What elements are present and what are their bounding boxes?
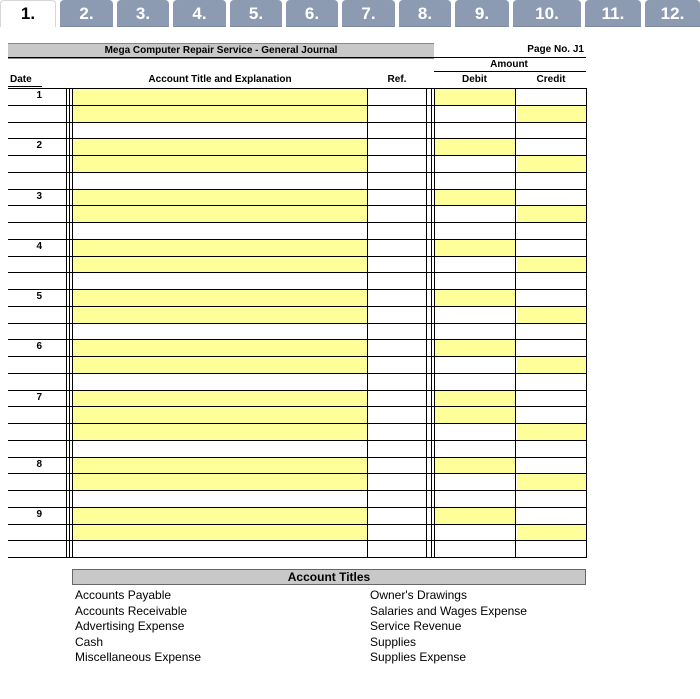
tab-11[interactable]: 11. [585, 0, 641, 27]
account-titles-right [370, 588, 527, 666]
step-tabs [0, 0, 700, 30]
ref-cell[interactable] [369, 89, 426, 105]
debit-cell[interactable] [435, 190, 515, 206]
tab-2[interactable]: 2. [60, 0, 113, 27]
account-title-cell[interactable] [73, 357, 367, 373]
account-title-cell[interactable] [73, 290, 367, 306]
account-title-option: Accounts Payable [75, 588, 172, 602]
account-title-option: Advertising Expense [75, 619, 185, 633]
account-title-cell[interactable] [73, 156, 367, 172]
credit-cell[interactable] [517, 374, 586, 390]
account-title-cell[interactable] [73, 391, 367, 407]
debit-cell[interactable] [435, 541, 515, 557]
ref-cell[interactable] [369, 206, 426, 222]
debit-cell[interactable] [435, 307, 515, 323]
ref-cell[interactable] [369, 106, 426, 122]
explanation-cell[interactable] [73, 541, 367, 557]
debit-cell[interactable] [435, 173, 515, 189]
page-number: Page No. J1 [527, 44, 584, 55]
explanation-cell[interactable] [73, 491, 367, 507]
account-title-cell[interactable] [73, 106, 367, 122]
credit-cell[interactable] [517, 173, 586, 189]
entry-date: 1 [36, 90, 42, 101]
debit-cell[interactable] [435, 491, 515, 507]
ref-cell[interactable] [369, 156, 426, 172]
account-title-cell[interactable] [73, 240, 367, 256]
entry-date: 9 [36, 508, 42, 520]
debit-cell[interactable] [435, 391, 515, 407]
credit-cell[interactable] [517, 458, 586, 474]
debit-cell[interactable] [435, 508, 515, 524]
account-title-option: Supplies Expense [370, 650, 467, 664]
account-title-cell[interactable] [73, 307, 367, 323]
entry-date: 8 [36, 458, 42, 470]
entry-date: 2 [36, 140, 42, 152]
debit-cell[interactable] [435, 240, 515, 256]
debit-cell[interactable] [435, 340, 515, 356]
entry-date: 6 [36, 341, 42, 353]
ref-cell[interactable] [369, 541, 426, 557]
explanation-cell[interactable] [73, 223, 367, 239]
ref-cell[interactable] [369, 257, 426, 273]
tab-7[interactable]: 7. [342, 0, 395, 27]
debit-cell[interactable] [435, 324, 515, 340]
account-header: Account Title and Explanation [148, 74, 292, 85]
debit-cell[interactable] [435, 257, 515, 273]
tab-1[interactable]: 1. [0, 0, 56, 27]
debit-cell[interactable] [435, 357, 515, 373]
debit-cell[interactable] [435, 290, 515, 306]
explanation-cell[interactable] [73, 173, 367, 189]
account-titles-heading: Account Titles [72, 569, 586, 585]
credit-cell[interactable] [517, 273, 586, 289]
ref-cell[interactable] [369, 223, 426, 239]
account-title-cell[interactable] [73, 206, 367, 222]
credit-cell[interactable] [517, 340, 586, 356]
account-title-option: Miscellaneous Expense [75, 650, 202, 664]
account-titles-left [75, 588, 201, 666]
credit-cell[interactable] [517, 240, 586, 256]
explanation-cell[interactable] [73, 324, 367, 340]
account-title-cell[interactable] [73, 508, 367, 524]
ref-cell[interactable] [369, 525, 426, 541]
credit-cell[interactable] [517, 541, 586, 557]
tab-4[interactable]: 4. [173, 0, 226, 27]
ref-cell[interactable] [369, 290, 426, 306]
entry-date: 5 [36, 291, 42, 302]
date-header: Date [10, 74, 32, 85]
ref-cell[interactable] [369, 491, 426, 507]
ref-cell[interactable] [369, 340, 426, 356]
explanation-cell[interactable] [73, 123, 367, 139]
ref-cell[interactable] [369, 407, 426, 423]
credit-cell[interactable] [517, 223, 586, 239]
ref-cell[interactable] [369, 307, 426, 323]
account-title-option: Supplies [370, 634, 417, 649]
debit-cell[interactable] [435, 273, 515, 289]
credit-cell[interactable] [517, 357, 586, 373]
credit-cell[interactable] [517, 156, 586, 172]
debit-cell[interactable] [435, 156, 515, 172]
debit-cell[interactable] [435, 424, 515, 440]
account-title-cell[interactable] [73, 139, 367, 155]
debit-cell[interactable] [435, 139, 515, 155]
journal-title: Mega Computer Repair Service - General Journal [8, 43, 434, 59]
debit-cell[interactable] [435, 407, 515, 423]
credit-cell[interactable] [517, 491, 586, 507]
debit-header: Debit [462, 74, 487, 85]
ref-cell[interactable] [369, 357, 426, 373]
account-title-option: Salaries and Wages Expense [370, 603, 527, 618]
debit-cell[interactable] [435, 206, 515, 222]
credit-cell[interactable] [517, 441, 586, 457]
entry-date: 4 [36, 240, 42, 252]
ref-cell[interactable] [369, 139, 426, 155]
account-title-cell[interactable] [73, 458, 367, 474]
credit-cell[interactable] [517, 307, 586, 323]
tab-3[interactable]: 3. [117, 0, 169, 27]
tab-6[interactable]: 6. [286, 0, 338, 27]
ref-cell[interactable] [369, 424, 426, 440]
ref-cell[interactable] [369, 391, 426, 407]
explanation-cell[interactable] [73, 273, 367, 289]
tab-10[interactable]: 10. [513, 0, 581, 27]
tab-12[interactable]: 12. [645, 0, 700, 27]
credit-cell[interactable] [517, 407, 586, 423]
explanation-cell[interactable] [73, 441, 367, 457]
credit-cell[interactable] [517, 324, 586, 340]
account-title-cell[interactable] [73, 525, 367, 541]
credit-cell[interactable] [517, 123, 586, 139]
credit-cell[interactable] [517, 424, 586, 440]
tab-5[interactable]: 5. [230, 0, 282, 27]
ref-cell[interactable] [369, 123, 426, 139]
account-title-option: Cash [75, 634, 104, 649]
amount-header: Amount [490, 59, 528, 70]
ref-cell[interactable] [369, 240, 426, 256]
debit-cell[interactable] [435, 106, 515, 122]
credit-cell[interactable] [517, 508, 586, 524]
ref-cell[interactable] [369, 508, 426, 524]
entry-date: 7 [36, 391, 42, 403]
credit-header: Credit [536, 74, 566, 85]
debit-cell[interactable] [435, 525, 515, 541]
debit-cell[interactable] [435, 474, 515, 490]
ref-cell[interactable] [369, 273, 426, 289]
credit-cell[interactable] [517, 190, 586, 206]
debit-cell[interactable] [435, 374, 515, 390]
credit-cell[interactable] [517, 474, 586, 490]
account-title-cell[interactable] [73, 89, 367, 105]
account-title-cell[interactable] [73, 407, 367, 423]
account-title-option: Owner's Drawings [370, 588, 467, 602]
tab-9[interactable]: 9. [455, 0, 509, 27]
credit-cell[interactable] [517, 106, 586, 122]
debit-cell[interactable] [435, 441, 515, 457]
credit-cell[interactable] [517, 257, 586, 273]
debit-cell[interactable] [435, 458, 515, 474]
tab-8[interactable]: 8. [399, 0, 451, 27]
account-title-cell[interactable] [73, 190, 367, 206]
explanation-cell[interactable] [73, 374, 367, 390]
account-title-cell[interactable] [73, 424, 367, 440]
ref-cell[interactable] [369, 324, 426, 340]
credit-cell[interactable] [517, 206, 586, 222]
ref-cell[interactable] [369, 441, 426, 457]
account-title-cell[interactable] [73, 257, 367, 273]
debit-cell[interactable] [435, 89, 515, 105]
debit-cell[interactable] [435, 223, 515, 239]
credit-cell[interactable] [517, 139, 586, 155]
ref-header: Ref. [387, 74, 407, 85]
ref-cell[interactable] [369, 190, 426, 206]
credit-cell[interactable] [517, 391, 586, 407]
ref-cell[interactable] [369, 374, 426, 390]
ref-cell[interactable] [369, 173, 426, 189]
ref-cell[interactable] [369, 458, 426, 474]
account-title-option: Service Revenue [370, 619, 462, 633]
credit-cell[interactable] [517, 525, 586, 541]
account-title-cell[interactable] [73, 474, 367, 490]
credit-cell[interactable] [517, 290, 586, 306]
credit-cell[interactable] [517, 89, 586, 105]
account-title-cell[interactable] [73, 340, 367, 356]
account-title-option: Accounts Receivable [75, 603, 188, 618]
ref-cell[interactable] [369, 474, 426, 490]
entry-date: 3 [36, 190, 42, 202]
debit-cell[interactable] [435, 123, 515, 139]
